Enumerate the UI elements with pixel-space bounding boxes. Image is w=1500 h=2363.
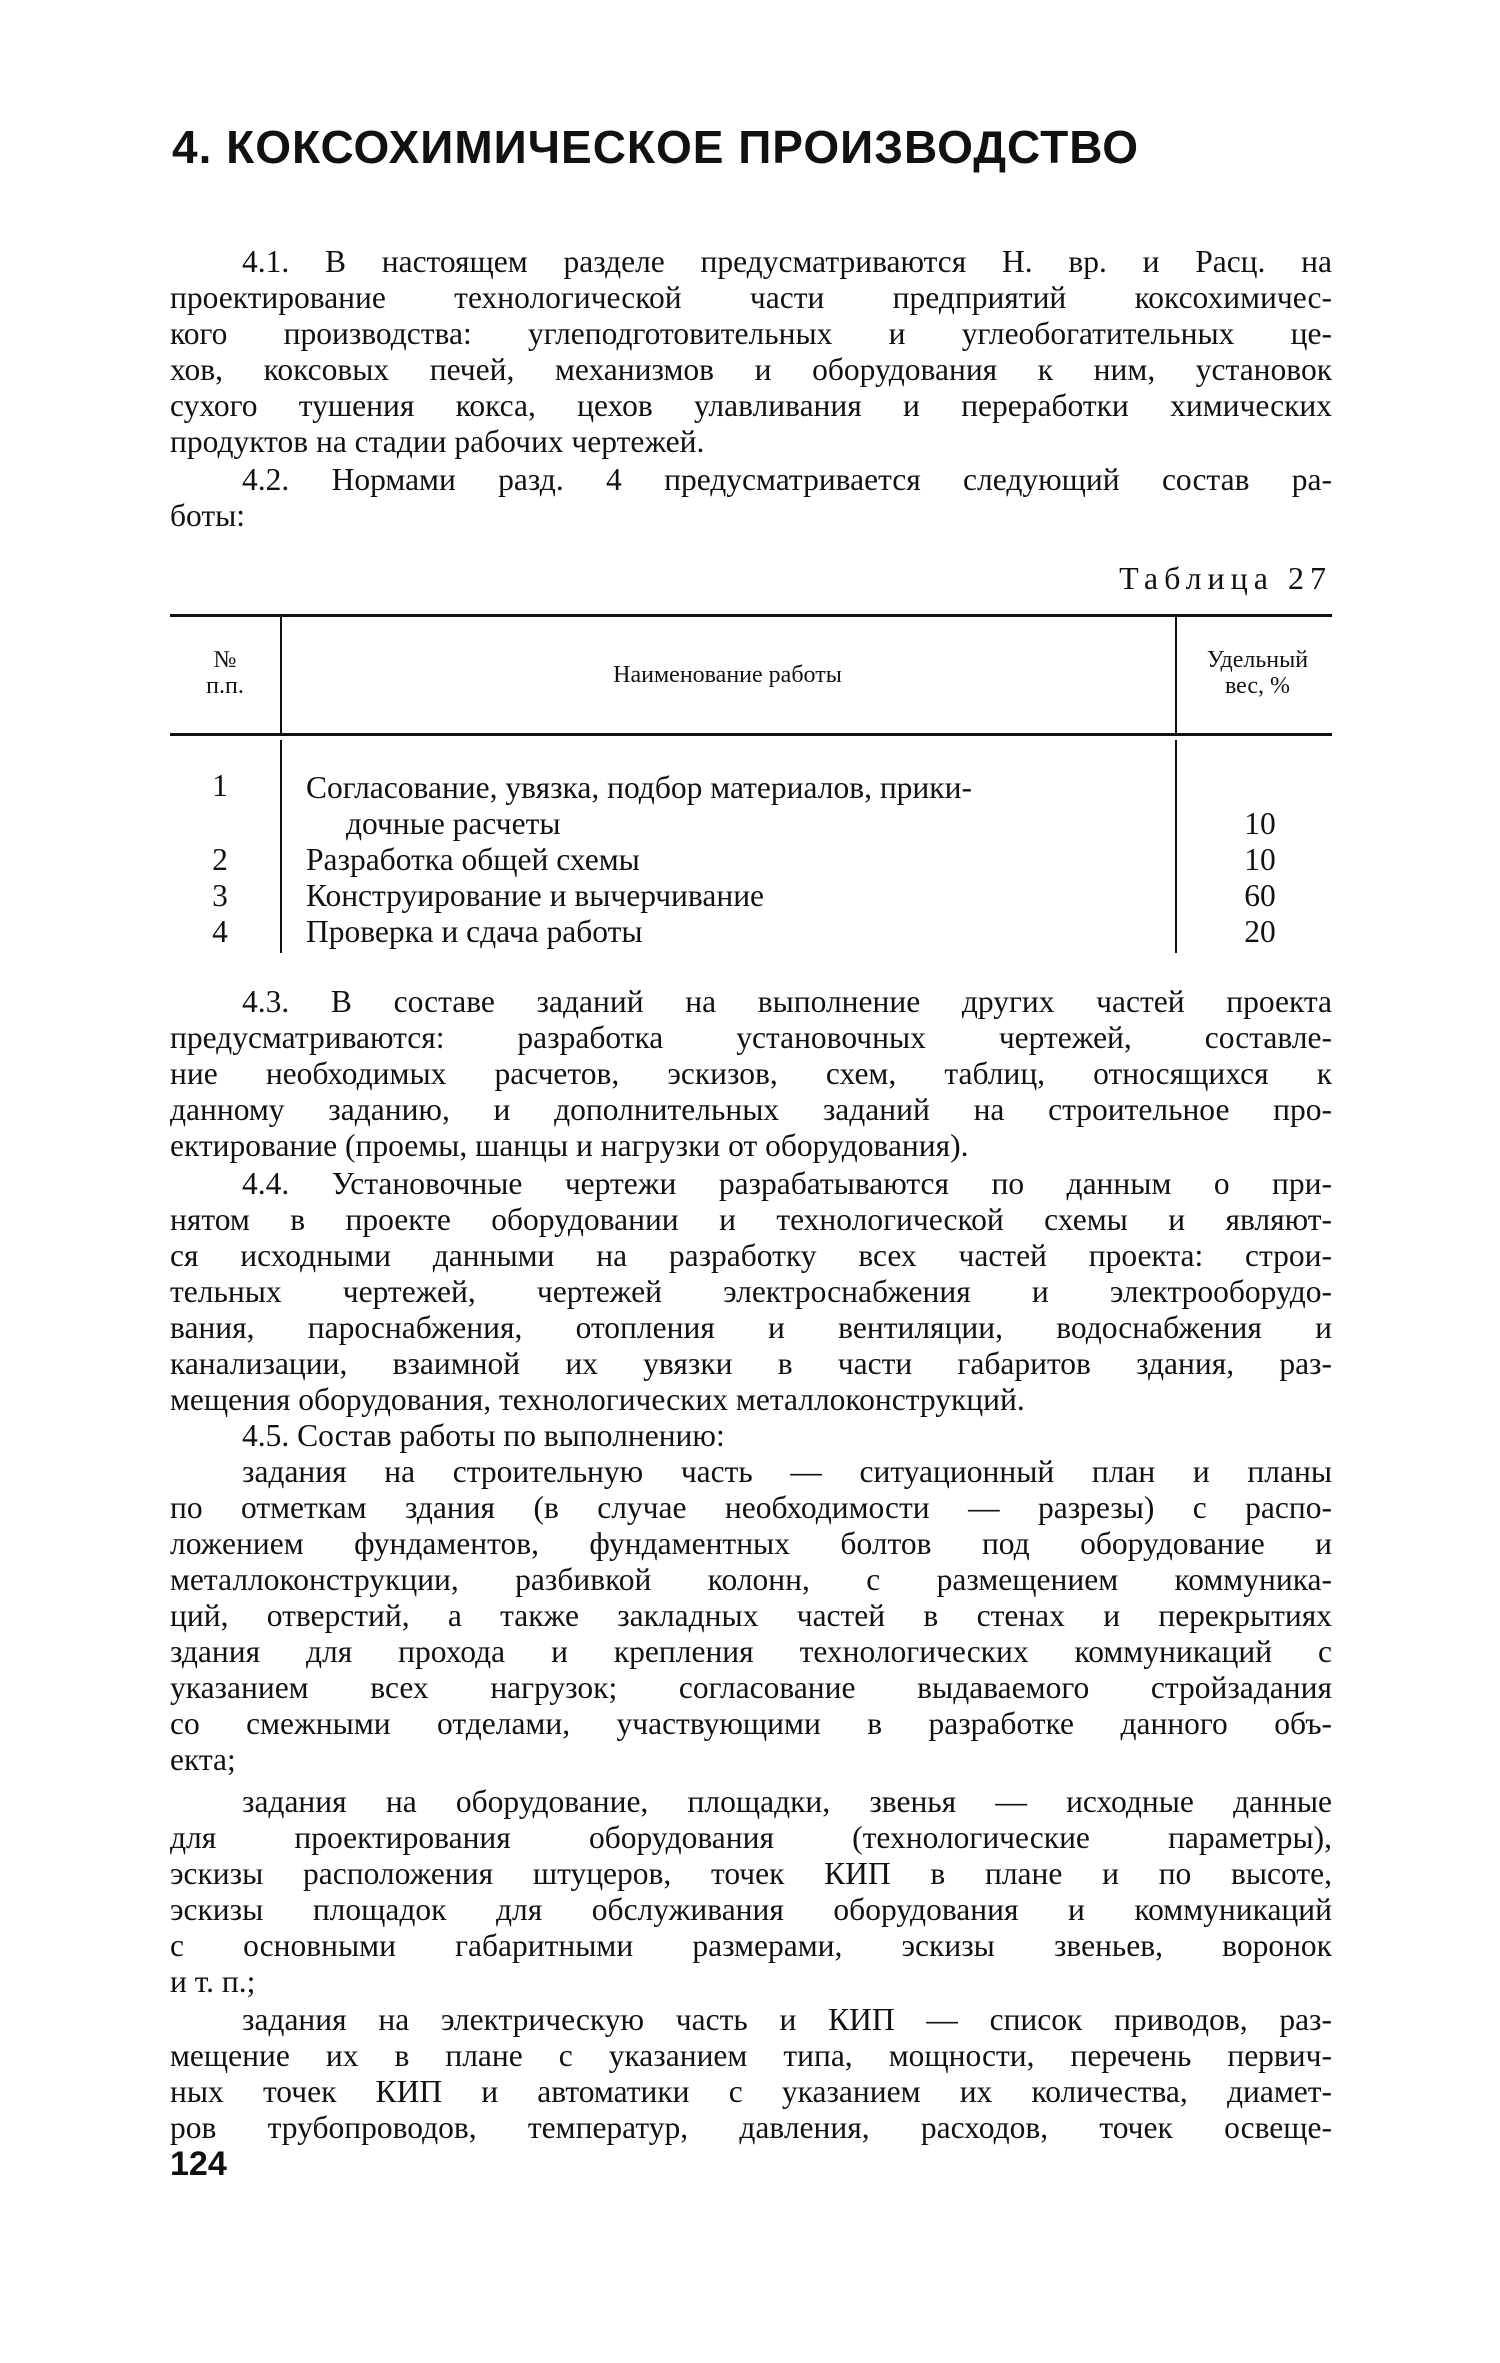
intro-paragraph-4-2 [170,462,1332,534]
text-line: и т. п.; [170,1964,256,1999]
row-number: 2 [212,842,228,877]
header-weight [1180,647,1335,699]
text-line: ций, отверстий, а также закладных частей в стенах и перекрытиях [170,1598,1332,1633]
table-col-divider [280,617,282,733]
text-line: боты: [170,498,246,533]
text-line: хов, коксовых печей, механизмов и оборудования к ним, установок [170,352,1332,387]
text-line: 4.3. В составе заданий на выполнение других частей проекта [242,984,1332,1019]
page-number: 124 [170,2145,227,2183]
text-line: канализации, взаимной их увязки в части габаритов здания, раз- [170,1346,1332,1381]
row-name-line: Разработка общей схемы [306,842,640,877]
text-line: указанием всех нагрузок; согласование выдаваемого стройзадания [170,1670,1332,1705]
row-number: 1 [212,768,228,803]
text-line: продуктов на стадии рабочих чертежей. [170,424,705,459]
text-line: задания на электрическую часть и КИП — список приводов, раз- [242,2002,1332,2037]
row-number: 3 [212,878,228,913]
table-header-rule [170,733,1332,736]
paragraph-construction-tasks [170,1454,1332,1778]
text-line: со смежными отделами, участвующими в разработке данного объ- [170,1706,1332,1741]
intro-paragraph-4-1 [170,244,1332,460]
text-line: ров трубопроводов, температур, давления, расходов, точек освеще- [170,2110,1332,2145]
table-col-divider [1175,740,1177,953]
text-line: эскизы площадок для обслуживания оборудования и коммуникаций [170,1892,1332,1927]
row-name-line: Конструирование и вычерчивание [306,878,765,913]
text-line: задания на оборудование, площадки, звенья — исходные данные [242,1784,1332,1819]
header-weight-line: вес, % [1224,673,1291,699]
text-line: ектирование (проемы, шанцы и нагрузки от оборудования). [170,1128,969,1163]
row-name [306,914,1166,950]
text-line: предусматриваются: разработка установочных чертежей, составле- [170,1020,1332,1055]
paragraph-electrical-tasks [170,2002,1332,2146]
section-title: 4. КОКСОХИМИЧЕСКОЕ ПРОИЗВОДСТВО [172,121,1140,173]
text-line: нятом в проекте оборудовании и технологической схемы и являют- [170,1202,1332,1237]
row-value: 10 [1244,842,1276,877]
header-num-line: № [213,647,237,673]
text-line: 4.1. В настоящем разделе предусматриваются Н. вр. и Расц. на [242,244,1332,279]
row-name [306,842,1166,878]
row-name [306,878,1166,914]
text-line: 4.2. Нормами разд. 4 предусматривается следующий состав ра- [242,462,1332,497]
table-top-rule [170,614,1332,617]
text-line: 4.5. Состав работы по выполнению: [242,1418,725,1453]
row-name [306,770,1166,842]
paragraph-4-5 [170,1418,1332,1454]
row-value: 10 [1244,806,1276,841]
text-line: ние необходимых расчетов, эскизов, схем, таблиц, относящихся к [170,1056,1332,1091]
text-line: сухого тушения кокса, цехов улавливания и переработки химических [170,388,1332,423]
text-line: для проектирования оборудования (технологические параметры), [170,1820,1332,1855]
text-line: тельных чертежей, чертежей электроснабжения и электрооборудо- [170,1274,1332,1309]
text-line: кого производства: углеподготовительных и углеобогатительных це- [170,316,1332,351]
row-name-line: Проверка и сдача работы [306,914,643,949]
text-line: здания для прохода и крепления технологических коммуникаций с [170,1634,1332,1669]
text-line: мещение их в плане с указанием типа, мощности, перечень первич- [170,2038,1332,2073]
table-col-divider [280,740,282,953]
header-num-line: п.п. [206,673,244,699]
row-value: 60 [1244,878,1276,913]
text-line: ных точек КИП и автоматики с указанием их количества, диамет- [170,2074,1332,2109]
text-line: эскизы расположения штуцеров, точек КИП в плане и по высоте, [170,1856,1332,1891]
text-line: по отметкам здания (в случае необходимости — разрезы) с распо- [170,1490,1332,1525]
table-caption: Таблица 27 [1119,560,1332,596]
row-name-line: Согласование, увязка, подбор материалов, прики- [306,770,972,805]
text-line: ложением фундаментов, фундаментных болтов под оборудование и [170,1526,1332,1561]
text-line: задания на строительную часть — ситуационный план и планы [242,1454,1332,1489]
row-value: 20 [1244,914,1276,949]
text-line: металлоконструкции, разбивкой колонн, с размещением коммуника- [170,1562,1332,1597]
text-line: ся исходными данными на разработку всех частей проекта: строи- [170,1238,1332,1273]
paragraph-4-3 [170,984,1332,1164]
text-line: данному заданию, и дополнительных заданий на строительное про- [170,1092,1332,1127]
paragraph-4-4 [170,1166,1332,1418]
header-num [180,647,270,699]
table-col-divider [1175,617,1177,733]
row-name-line: дочные расчеты [346,806,561,841]
text-line: вания, пароснабжения, отопления и вентиляции, водоснабжения и [170,1310,1332,1345]
text-line: с основными габаритными размерами, эскизы звеньев, воронок [170,1928,1332,1963]
text-line: екта; [170,1742,236,1777]
row-number: 4 [212,914,228,949]
text-line: проектирование технологической части предприятий коксохимичес- [170,280,1332,315]
text-line: 4.4. Установочные чертежи разрабатываются по данным о при- [242,1166,1332,1201]
header-weight-line: Удельный [1206,647,1309,673]
paragraph-equipment-tasks [170,1784,1332,2000]
header-name: Наименование работы [613,662,842,688]
text-line: мещения оборудования, технологических металлоконструкций. [170,1382,1025,1417]
